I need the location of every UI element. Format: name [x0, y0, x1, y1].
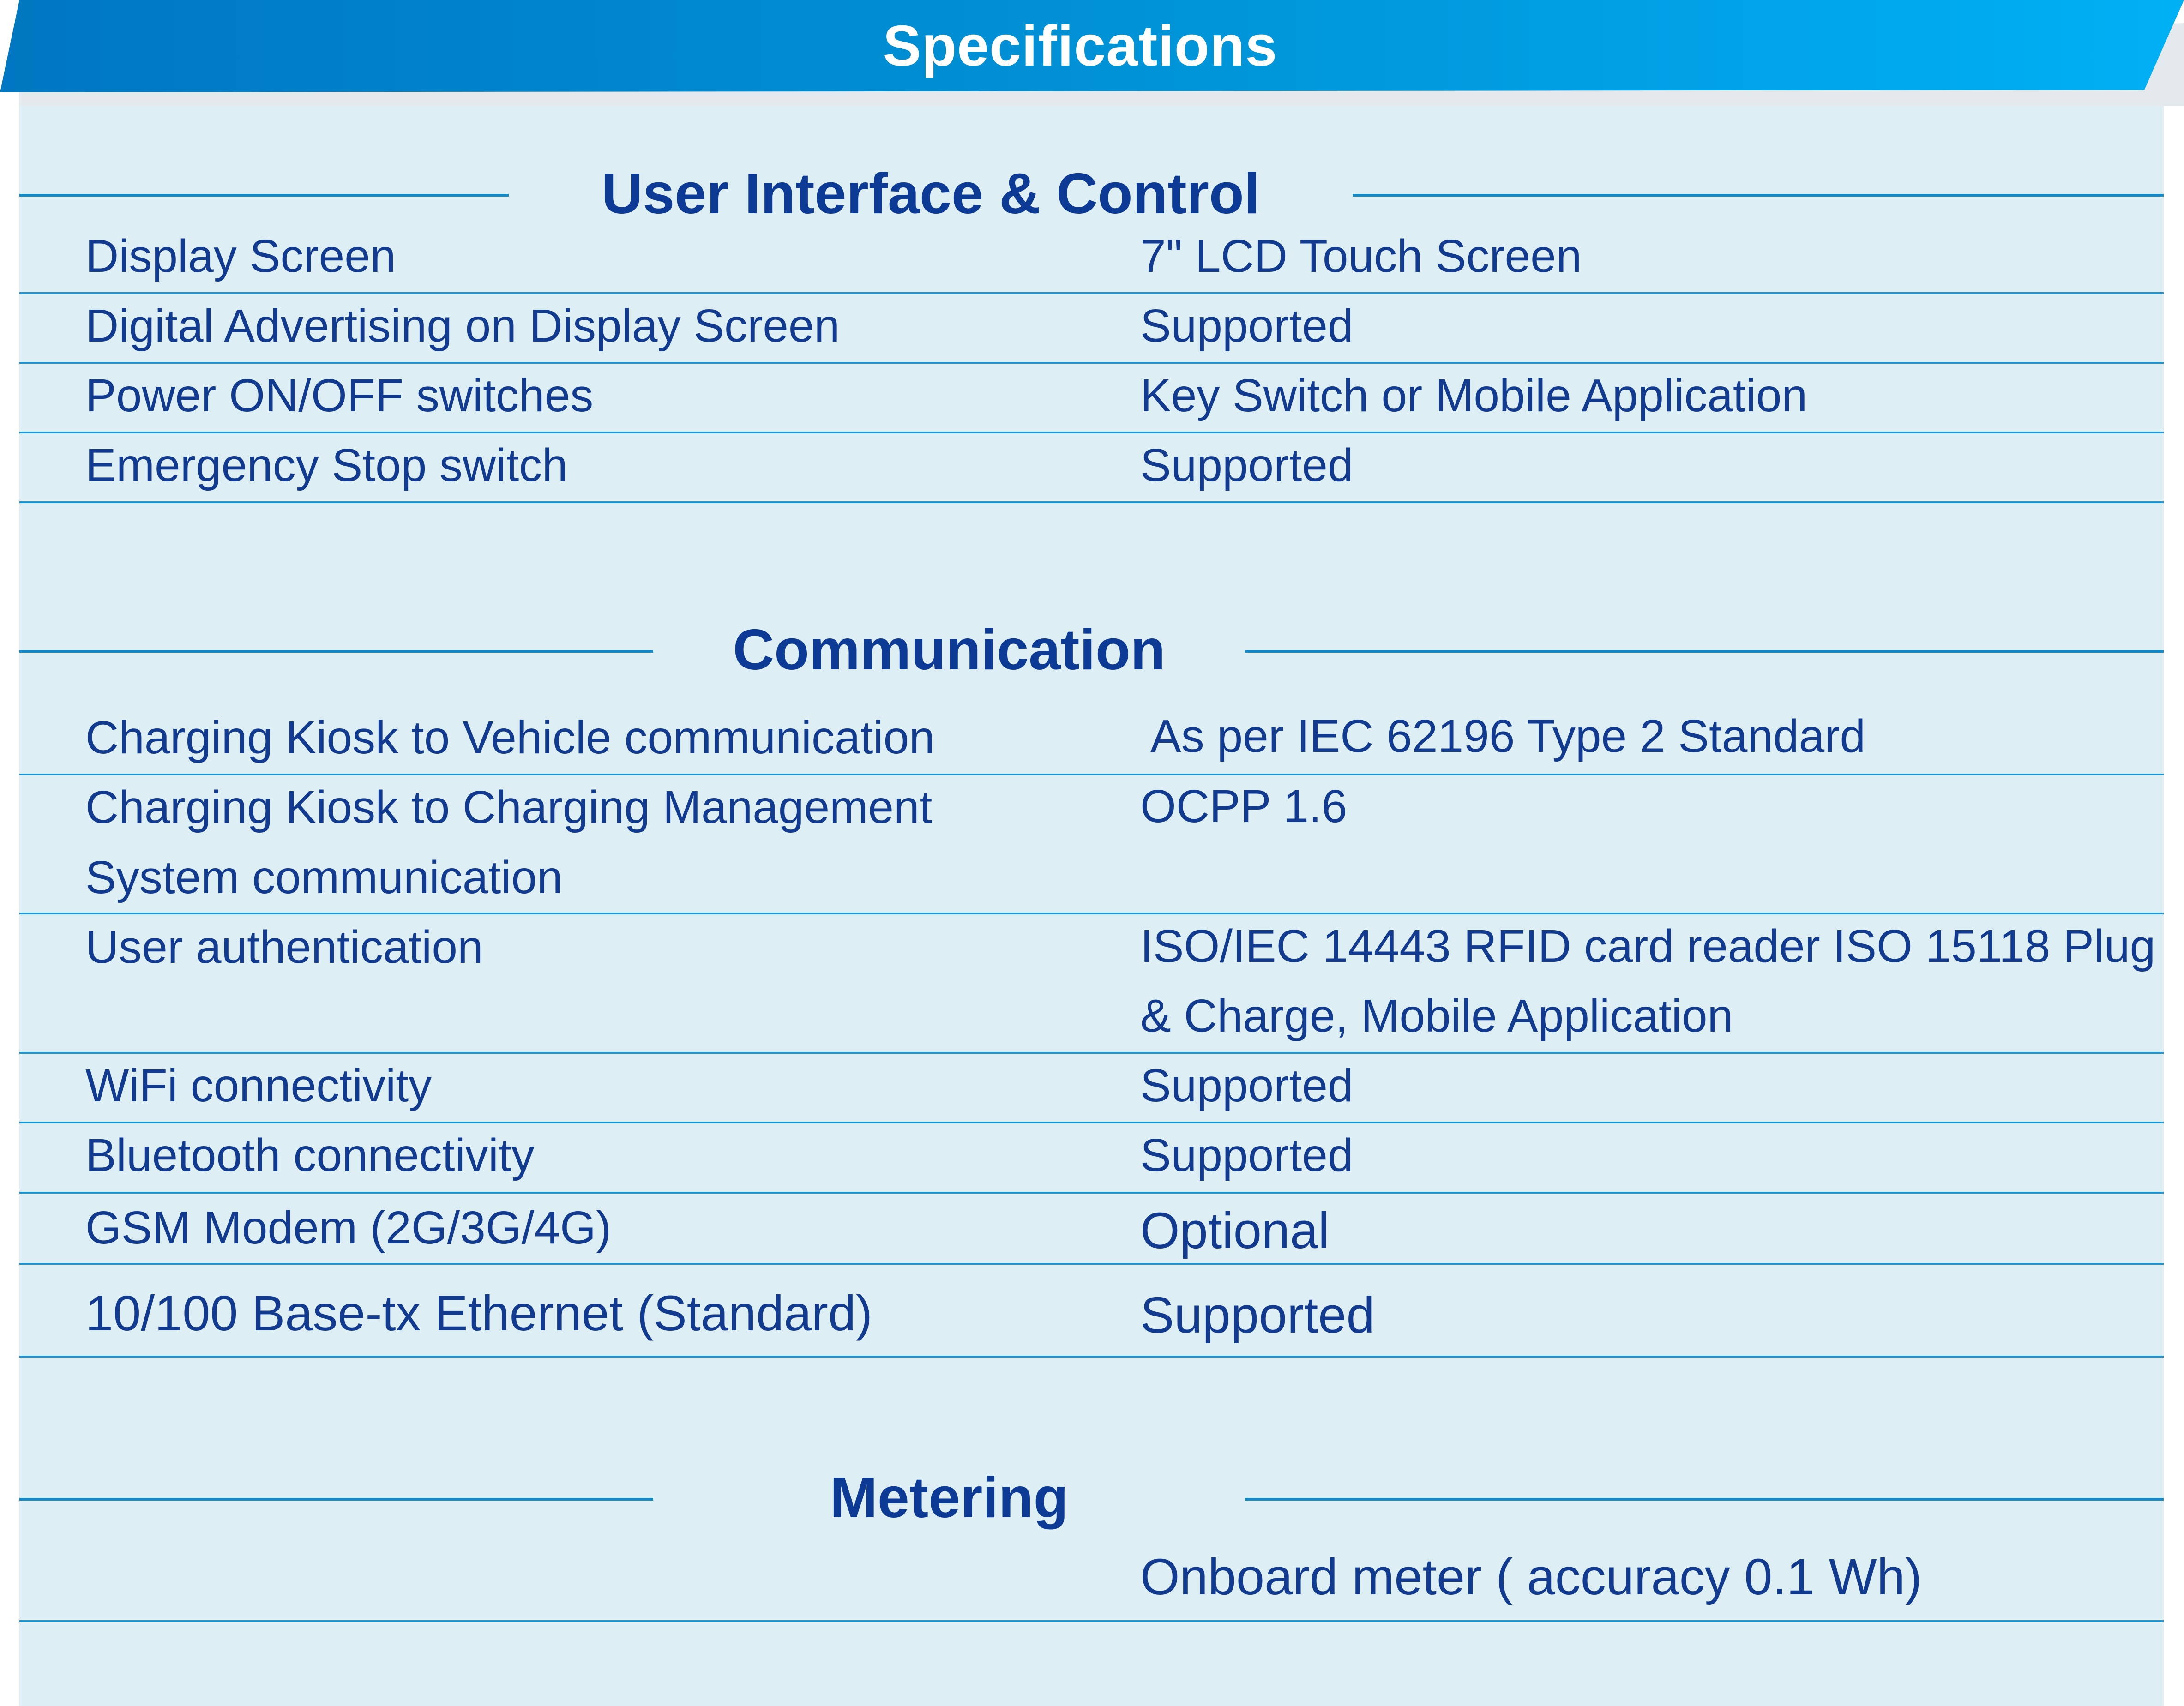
- spec-value: Supported: [1140, 1287, 1375, 1344]
- spec-label: Digital Advertising on Display Screen: [85, 300, 840, 352]
- spec-label-line2: System communication: [85, 852, 563, 903]
- spec-label: Power ON/OFF switches: [85, 370, 594, 421]
- spec-value: Supported: [1140, 1129, 1354, 1181]
- spec-label: GSM Modem (2G/3G/4G): [85, 1202, 612, 1254]
- section-title: Metering: [830, 1466, 1069, 1530]
- section-rule-right: [1245, 650, 2164, 653]
- page-title: Specifications: [883, 14, 1278, 78]
- spec-value: As per IEC 62196 Type 2 Standard: [1150, 710, 1866, 762]
- row-separator: [19, 1356, 2164, 1358]
- spec-value: Key Switch or Mobile Application: [1140, 370, 1808, 421]
- spec-value: Supported: [1140, 439, 1354, 491]
- spec-label: Charging Kiosk to Vehicle communication: [85, 712, 935, 763]
- section-rule-right: [1353, 194, 2164, 197]
- spec-value: ISO/IEC 14443 RFID card reader ISO 15118 Plug: [1140, 920, 2156, 972]
- spec-value: Supported: [1140, 300, 1354, 352]
- spec-value-line2: & Charge, Mobile Application: [1140, 990, 1733, 1042]
- row-separator: [19, 501, 2164, 503]
- section-rule-right: [1245, 1498, 2164, 1501]
- spec-label: Charging Kiosk to Charging Management: [85, 781, 933, 833]
- spec-label: 10/100 Base-tx Ethernet (Standard): [85, 1285, 873, 1341]
- section-rule-left: [19, 194, 509, 197]
- spec-label: Emergency Stop switch: [85, 439, 568, 491]
- row-separator: [19, 1620, 2164, 1622]
- section-rule-left: [19, 650, 653, 653]
- spec-value: OCPP 1.6: [1140, 781, 1348, 832]
- spec-label: WiFi connectivity: [85, 1060, 432, 1111]
- spec-label: User authentication: [85, 921, 483, 973]
- section-title: Communication: [733, 618, 1166, 682]
- row-separator: [19, 1263, 2164, 1265]
- spec-value: 7" LCD Touch Screen: [1140, 230, 1582, 282]
- spec-label: Display Screen: [85, 230, 396, 282]
- spec-label: Bluetooth connectivity: [85, 1129, 535, 1181]
- spec-value: Supported: [1140, 1060, 1354, 1111]
- spec-value: Optional: [1140, 1202, 1330, 1259]
- section-rule-left: [19, 1498, 653, 1501]
- spec-value: Onboard meter ( accuracy 0.1 Wh): [1140, 1549, 1922, 1605]
- section-title: User Interface & Control: [601, 162, 1260, 226]
